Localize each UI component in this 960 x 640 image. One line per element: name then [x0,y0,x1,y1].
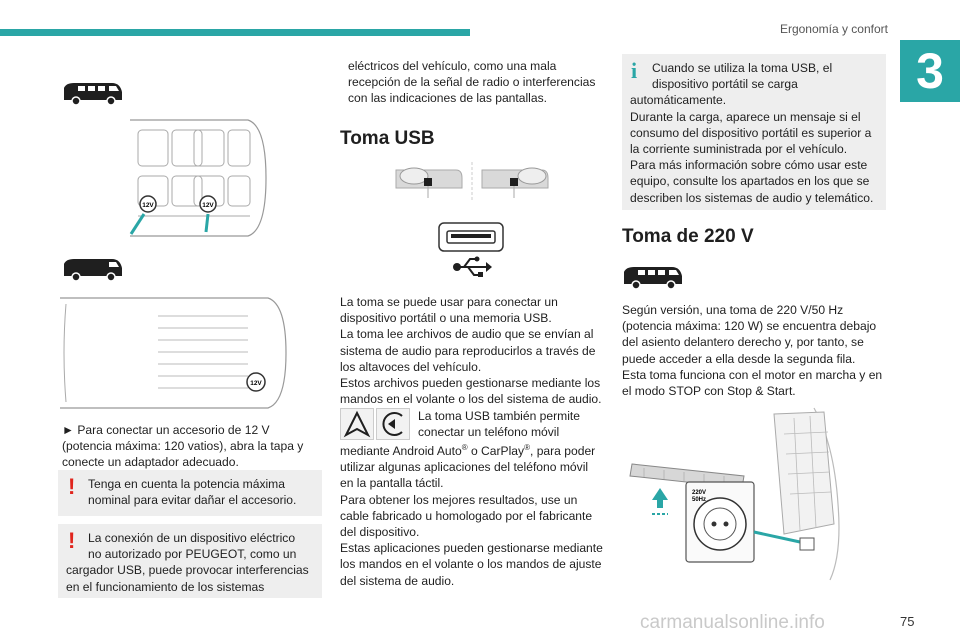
220v-heading: Toma de 220 V [622,226,754,247]
watermark: carmanualsonline.info [640,612,825,633]
text-line: mandos en el volante o los del sistema de audio. [340,392,602,407]
android-auto-icon [340,408,374,440]
socket-frequency-label: 50Hz [692,497,707,503]
text-line: conectar un teléfono móvil [418,425,560,440]
socket-badge-label: 12V [250,380,262,387]
info-line: Durante la carga, aparece un mensaje si el [630,109,861,124]
text-line: Según versión, una toma de 220 V/50 Hz [622,303,844,317]
info-box-usb-charging [622,54,886,210]
warning-box-interference [58,524,322,598]
passenger-van-topview-illustration [128,116,268,240]
usb-body-text [340,294,612,407]
text-line: sistema de audio para reproducirlos a través de [340,343,596,358]
socket-badge-label: 12V [142,202,154,209]
registered-mark: ® [461,443,468,452]
text-line: los altavoces del vehículo. [340,359,482,374]
info-line: consumo del dispositivo portátil es superior a [630,125,872,140]
info-line: describen los sistemas de audio y telemático. [630,190,874,205]
warning-line: La conexión de un dispositivo eléctrico [88,531,296,545]
warning-box-power [58,470,322,516]
android-auto-text: mediante Android Auto [340,444,462,459]
usb-body-text-2 [340,440,612,589]
passenger-van-icon [62,80,124,106]
220v-body-text [622,302,890,399]
cargo-van-topview-illustration [58,294,288,412]
warning-icon: ! [68,528,76,553]
text-line: (potencia máxima: 120 W) se encuentra debajo [622,319,877,334]
text-line: eléctricos del vehículo, como una mala [348,59,557,73]
text-line: recepción de la señal de radio o interferencias [348,75,596,90]
text-line: Esta toma funciona con el motor en marcha y en [622,367,883,382]
info-line: Cuando se utiliza la toma USB, el [652,61,833,75]
text-line: La toma lee archivos de audio que se envían al [340,327,594,342]
header-accent-bar [0,29,470,36]
text-line: Estas aplicaciones pueden gestionarse mediante [340,541,603,556]
carplay-icon [376,408,410,440]
carplay-text: o CarPlay [467,444,525,459]
text-line [340,440,612,459]
text-line: La toma se puede usar para conectar un [340,295,558,309]
socket-badge-label: 12V [202,202,214,209]
chapter-number-badge: 3 [900,40,960,102]
text-line: puede acceder a ella desde la segunda fila. [622,351,856,366]
usb-phone-text [418,408,618,440]
usb-location-illustration [392,160,552,204]
text-line: el modo STOP con Stop & Start. [622,384,796,399]
instruction-text: ► Para conectar un accesorio de 12 V (potencia máxima: 120 vatios), abra la tapa y conecte un adaptador adecuado. [62,423,304,470]
220v-socket-illustration [624,404,856,582]
info-line: automáticamente. [630,93,727,108]
info-line: la corriente suministrada por el vehículo. [630,142,848,157]
text-line: Estos archivos pueden gestionarse mediante los [340,376,601,391]
text-line: del asiento delantero derecho y, por tanto, se [622,335,864,350]
text-line: dispositivo portátil o una memoria USB. [340,311,552,326]
cargo-van-icon [62,256,124,282]
warning-line: no autorizado por PEUGEOT, como un [88,547,297,562]
usb-symbol-icon [452,256,492,278]
warning-icon: ! [68,474,76,499]
warning-line: cargador USB, puede provocar interferencias [66,563,309,578]
text-line: cable fabricado u homologado por el fabricante [340,508,593,523]
text-fragment: , para poder [529,444,596,459]
text-line: utilizar algunas aplicaciones del teléfono móvil [340,460,589,475]
text-line: del dispositivo. [340,525,420,540]
socket-voltage-label: 220V [692,490,707,496]
text-line: los mandos en el volante o los mandos de ajuste [340,557,602,572]
continuation-text [348,58,608,107]
registered-mark: ® [524,443,530,452]
section-title: Ergonomía y confort [779,22,888,36]
usb-heading: Toma USB [340,128,435,149]
info-line: Para más información sobre cómo usar este [630,158,868,173]
passenger-van-icon [622,264,684,290]
warning-text: Tenga en cuenta la potencia máxima nominal para evitar dañar el accesorio. [88,477,297,508]
text-line: con las indicaciones de las pantallas. [348,91,547,106]
text-line: Para obtener los mejores resultados, use un [340,492,578,507]
text-line: La toma USB también permite [418,409,580,423]
info-line: dispositivo portátil se carga [652,77,798,92]
page-number: 75 [900,614,915,629]
usb-port-illustration [438,222,504,252]
warning-line: en el funcionamiento de los sistemas [66,579,265,594]
info-icon: i [631,58,638,83]
text-line: del sistema de audio. [340,573,455,588]
text-line: en la pantalla táctil. [340,476,444,491]
info-line: equipo, consulte los apartados en los que se [630,174,870,189]
